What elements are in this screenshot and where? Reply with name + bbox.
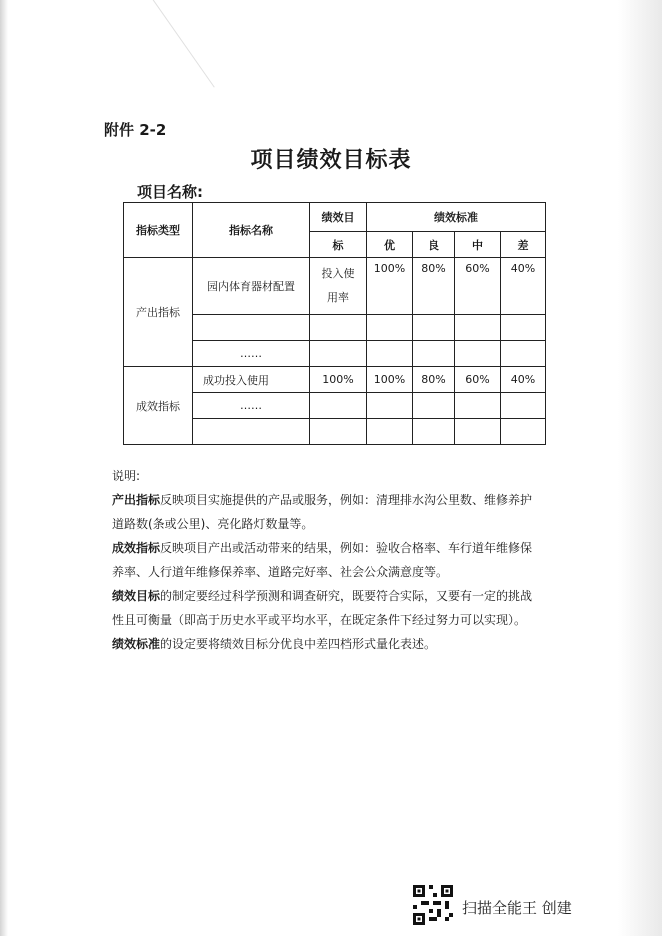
project-name-label: 项目名称: <box>137 183 203 201</box>
output-goal-line1: 投入使 <box>321 267 355 280</box>
note-text: 的设定要将绩效目标分优良中差四档形式量化表述。 <box>160 637 437 651</box>
header-goal-line2: 标 <box>310 232 367 258</box>
empty-cell <box>413 419 455 445</box>
scan-right-edge <box>618 0 662 936</box>
output-category: 产出指标 <box>124 258 193 367</box>
empty-cell <box>413 393 455 419</box>
header-good: 良 <box>413 232 455 258</box>
empty-cell <box>501 341 546 367</box>
header-indicator: 指标名称 <box>193 203 310 258</box>
header-goal-line1: 绩效目 <box>310 203 367 232</box>
note-paragraph <box>112 632 542 656</box>
note-paragraph <box>112 488 542 536</box>
output-ellipsis: …… <box>193 341 310 367</box>
attachment-label: 附件 2-2 <box>104 121 167 139</box>
note-paragraph <box>112 536 542 584</box>
effect-ellipsis: …… <box>193 393 310 419</box>
table-header-row <box>124 203 546 232</box>
effect-indicator: 成功投入使用 <box>193 367 310 393</box>
empty-cell <box>310 393 367 419</box>
note-text: 的制定要经过科学预测和调查研究，既要符合实际，又要有一定的挑战性且可衡量（即高于历史水平或平均水平，在既定条件下经过努力可以实现）。 <box>112 589 533 627</box>
empty-cell <box>367 341 413 367</box>
empty-cell <box>413 341 455 367</box>
header-poor: 差 <box>501 232 546 258</box>
header-medium: 中 <box>455 232 501 258</box>
empty-cell <box>455 341 501 367</box>
scan-left-edge <box>0 0 8 936</box>
empty-cell <box>455 315 501 341</box>
effect-good: 80% <box>413 367 455 393</box>
note-text: 反映项目产出或活动带来的结果，例如：验收合格率、车行道年维修保养率、人行道年维修保养率、道路完好率、社会公众满意度等。 <box>112 541 533 579</box>
note-term: 产出指标 <box>112 493 161 507</box>
notes-heading: 说明: <box>112 469 141 483</box>
header-standard: 绩效标准 <box>367 203 546 232</box>
effect-poor: 40% <box>501 367 546 393</box>
output-medium: 60% <box>455 258 501 315</box>
empty-cell <box>501 393 546 419</box>
table-row <box>124 258 546 315</box>
empty-cell <box>455 419 501 445</box>
effect-goal: 100% <box>310 367 367 393</box>
note-term: 绩效标准 <box>112 637 161 651</box>
table-row <box>124 367 546 393</box>
note-paragraph <box>112 584 542 632</box>
performance-target-table <box>123 202 546 445</box>
empty-cell <box>455 393 501 419</box>
header-category: 指标类型 <box>124 203 193 258</box>
output-indicator: 园内体育器材配置 <box>193 258 310 315</box>
empty-cell <box>193 315 310 341</box>
note-text: 反映项目实施提供的产品或服务，例如：清理排水沟公里数、维修养护道路数(条或公里)、亮化路灯数量等。 <box>112 493 533 531</box>
effect-medium: 60% <box>455 367 501 393</box>
note-term: 绩效目标 <box>112 589 161 603</box>
output-good: 80% <box>413 258 455 315</box>
paper-fold-shadow <box>76 0 214 128</box>
output-poor: 40% <box>501 258 546 315</box>
note-term: 成效指标 <box>112 541 161 555</box>
output-goal <box>310 258 367 315</box>
output-goal-line2: 用率 <box>327 291 349 304</box>
empty-cell <box>310 419 367 445</box>
qr-code-icon <box>413 885 453 925</box>
empty-cell <box>413 315 455 341</box>
empty-cell <box>367 393 413 419</box>
output-excellent: 100% <box>367 258 413 315</box>
empty-cell <box>367 419 413 445</box>
header-excellent: 优 <box>367 232 413 258</box>
empty-cell <box>501 315 546 341</box>
empty-cell <box>367 315 413 341</box>
notes-section <box>112 464 542 656</box>
empty-cell <box>193 419 310 445</box>
effect-excellent: 100% <box>367 367 413 393</box>
page-title: 项目绩效目标表 <box>250 148 412 173</box>
empty-cell <box>310 315 367 341</box>
scanner-watermark: 扫描全能王 创建 <box>462 899 572 917</box>
empty-cell <box>501 419 546 445</box>
effect-category: 成效指标 <box>124 367 193 445</box>
empty-cell <box>310 341 367 367</box>
